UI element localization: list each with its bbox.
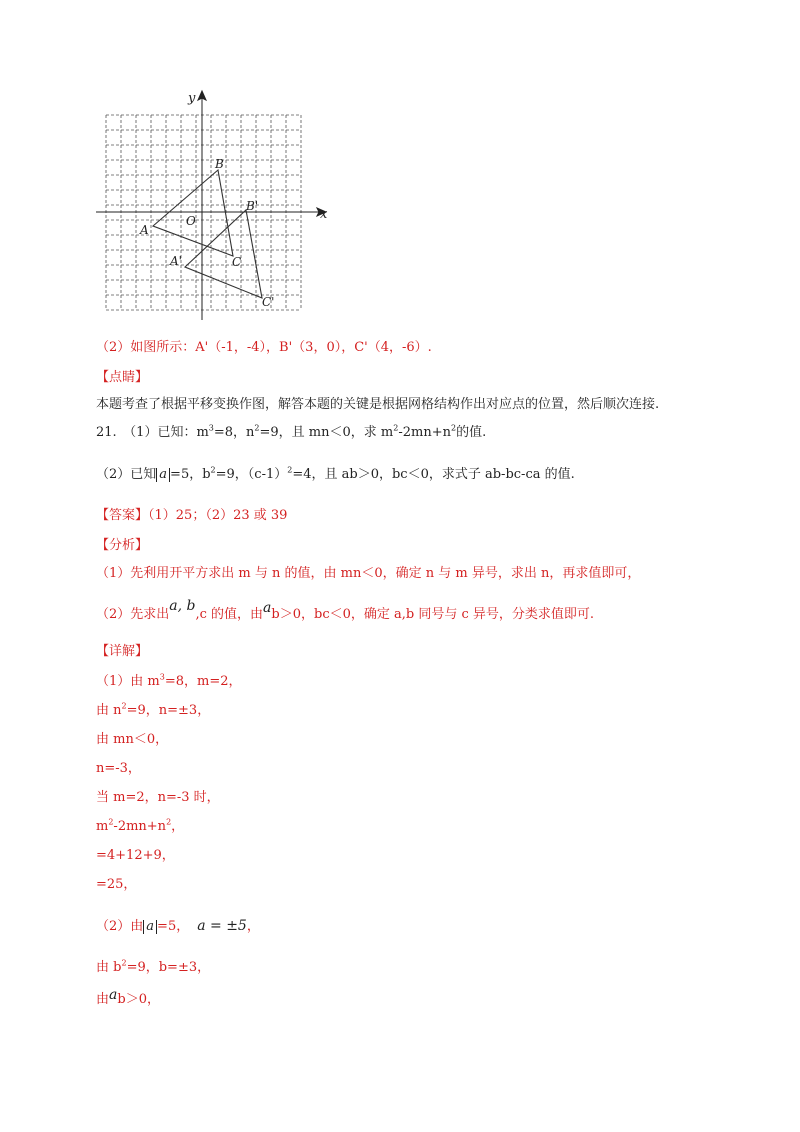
heading-analysis: 【分析】 [96, 538, 149, 553]
solution-part2-step1 [96, 917, 260, 936]
step6-text-b: -2mn+n [113, 819, 167, 834]
math-a-b: a, b [169, 598, 196, 614]
label-point-c: C [232, 255, 242, 269]
solution-step6 [96, 818, 184, 836]
p2s1-text-a: （2）由 [96, 919, 144, 934]
solution-part2-step3 [96, 987, 160, 1009]
q21-text-b: =8，n [213, 425, 255, 440]
p2s1-text-b: =5， [157, 919, 190, 934]
triangle-a1b1c1 [185, 210, 262, 298]
q21-text-c: =9，且 mn＜0，求 m [259, 425, 394, 440]
label-point-c-prime: C' [262, 295, 275, 309]
x-axis-label: x [320, 207, 328, 222]
sup-2: 2 [450, 423, 457, 433]
q21-text-e: 的值. [456, 425, 487, 440]
math-a: a [109, 987, 118, 1003]
analysis-part2 [96, 598, 595, 624]
p2s2-text-a: 由 b [96, 960, 122, 975]
step6-text-a: m [96, 819, 109, 834]
q21p2-text-d: =4，且 ab＞0，bc＜0，求式子 ab-bc-ca 的值. [292, 467, 575, 482]
abs-a: a [143, 920, 157, 934]
math-a: a [263, 600, 272, 616]
origin-label: O [186, 214, 196, 228]
step6-text-c: ， [171, 819, 185, 834]
step1-text-b: =8，m=2， [164, 674, 242, 689]
coordinate-grid-figure [96, 88, 336, 320]
sup-2: 2 [287, 465, 293, 475]
step1-text-a: （1）由 m [96, 674, 160, 689]
step2-text-b: =9，n=±3， [126, 703, 211, 718]
sup-2: 2 [210, 465, 216, 475]
solution-step5: 当 m=2，n=-3 时， [96, 790, 220, 805]
answer-part2-coordinates: （2）如图所示：A'（-1，-4），B'（3，0），C'（4，-6）. [96, 340, 432, 355]
triangle-abc [153, 170, 233, 256]
analysis2-text-b: ,c 的值，由 [195, 607, 264, 622]
solution-step7: =4+12+9， [96, 848, 175, 863]
p2s3-text-b: b＞0， [117, 992, 160, 1007]
question-21-part1 [96, 424, 486, 442]
label-point-b-prime: B' [246, 199, 259, 213]
heading-comment: 【点睛】 [96, 370, 149, 385]
analysis2-text-a: （2）先求出 [96, 607, 170, 622]
solution-step8: =25， [96, 877, 137, 892]
sup-2: 2 [121, 701, 127, 711]
q21p2-text-a: （2）已知 [96, 467, 157, 482]
solution-part2-step2 [96, 959, 210, 977]
solution-step2 [96, 702, 210, 720]
sup-2: 2 [166, 817, 172, 827]
math-a-plus-minus-5: a = ±5 [197, 918, 247, 934]
label-point-b: B [215, 157, 224, 171]
sup-3: 3 [208, 423, 214, 433]
q21p2-text-b: =5，b [170, 467, 211, 482]
label-point-a: A [140, 223, 149, 237]
solution-step3: 由 mn＜0， [96, 732, 169, 747]
heading-solution: 【详解】 [96, 644, 149, 659]
solution-step1 [96, 673, 241, 691]
sup-2: 2 [108, 817, 114, 827]
sup-2: 2 [121, 958, 127, 968]
sup-3: 3 [159, 672, 165, 682]
step2-text-a: 由 n [96, 703, 122, 718]
solution-step4: n=-3， [96, 761, 141, 776]
label-point-a-prime: A' [170, 254, 182, 268]
p2s1-text-c: ， [246, 919, 260, 934]
q21p2-text-c: =9，（c-1） [215, 467, 288, 482]
sup-2: 2 [254, 423, 260, 433]
comment-text: 本题考查了根据平移变换作图，解答本题的关键是根据网格结构作出对应点的位置，然后顺次连接. [96, 397, 660, 412]
analysis2-text-c: b＞0，bc＜0，确定 a,b 同号与 c 异号，分类求值即可. [271, 607, 595, 622]
analysis-part1: （1）先利用开平方求出 m 与 n 的值，由 mn＜0，确定 n 与 m 异号，求出 n，再求值即可， [96, 566, 641, 581]
q21-text-a: 21. （1）已知：m [96, 425, 209, 440]
sup-2: 2 [393, 423, 399, 433]
answer-line: 【答案】（1）25；（2）23 或 39 [96, 508, 288, 523]
y-axis-label: y [188, 91, 196, 106]
p2s3-text-a: 由 [96, 992, 110, 1007]
p2s2-text-b: =9，b=±3， [126, 960, 211, 975]
q21-text-d: -2mn+n [398, 425, 451, 440]
abs-a: a [156, 468, 170, 482]
question-21-part2 [96, 466, 575, 484]
